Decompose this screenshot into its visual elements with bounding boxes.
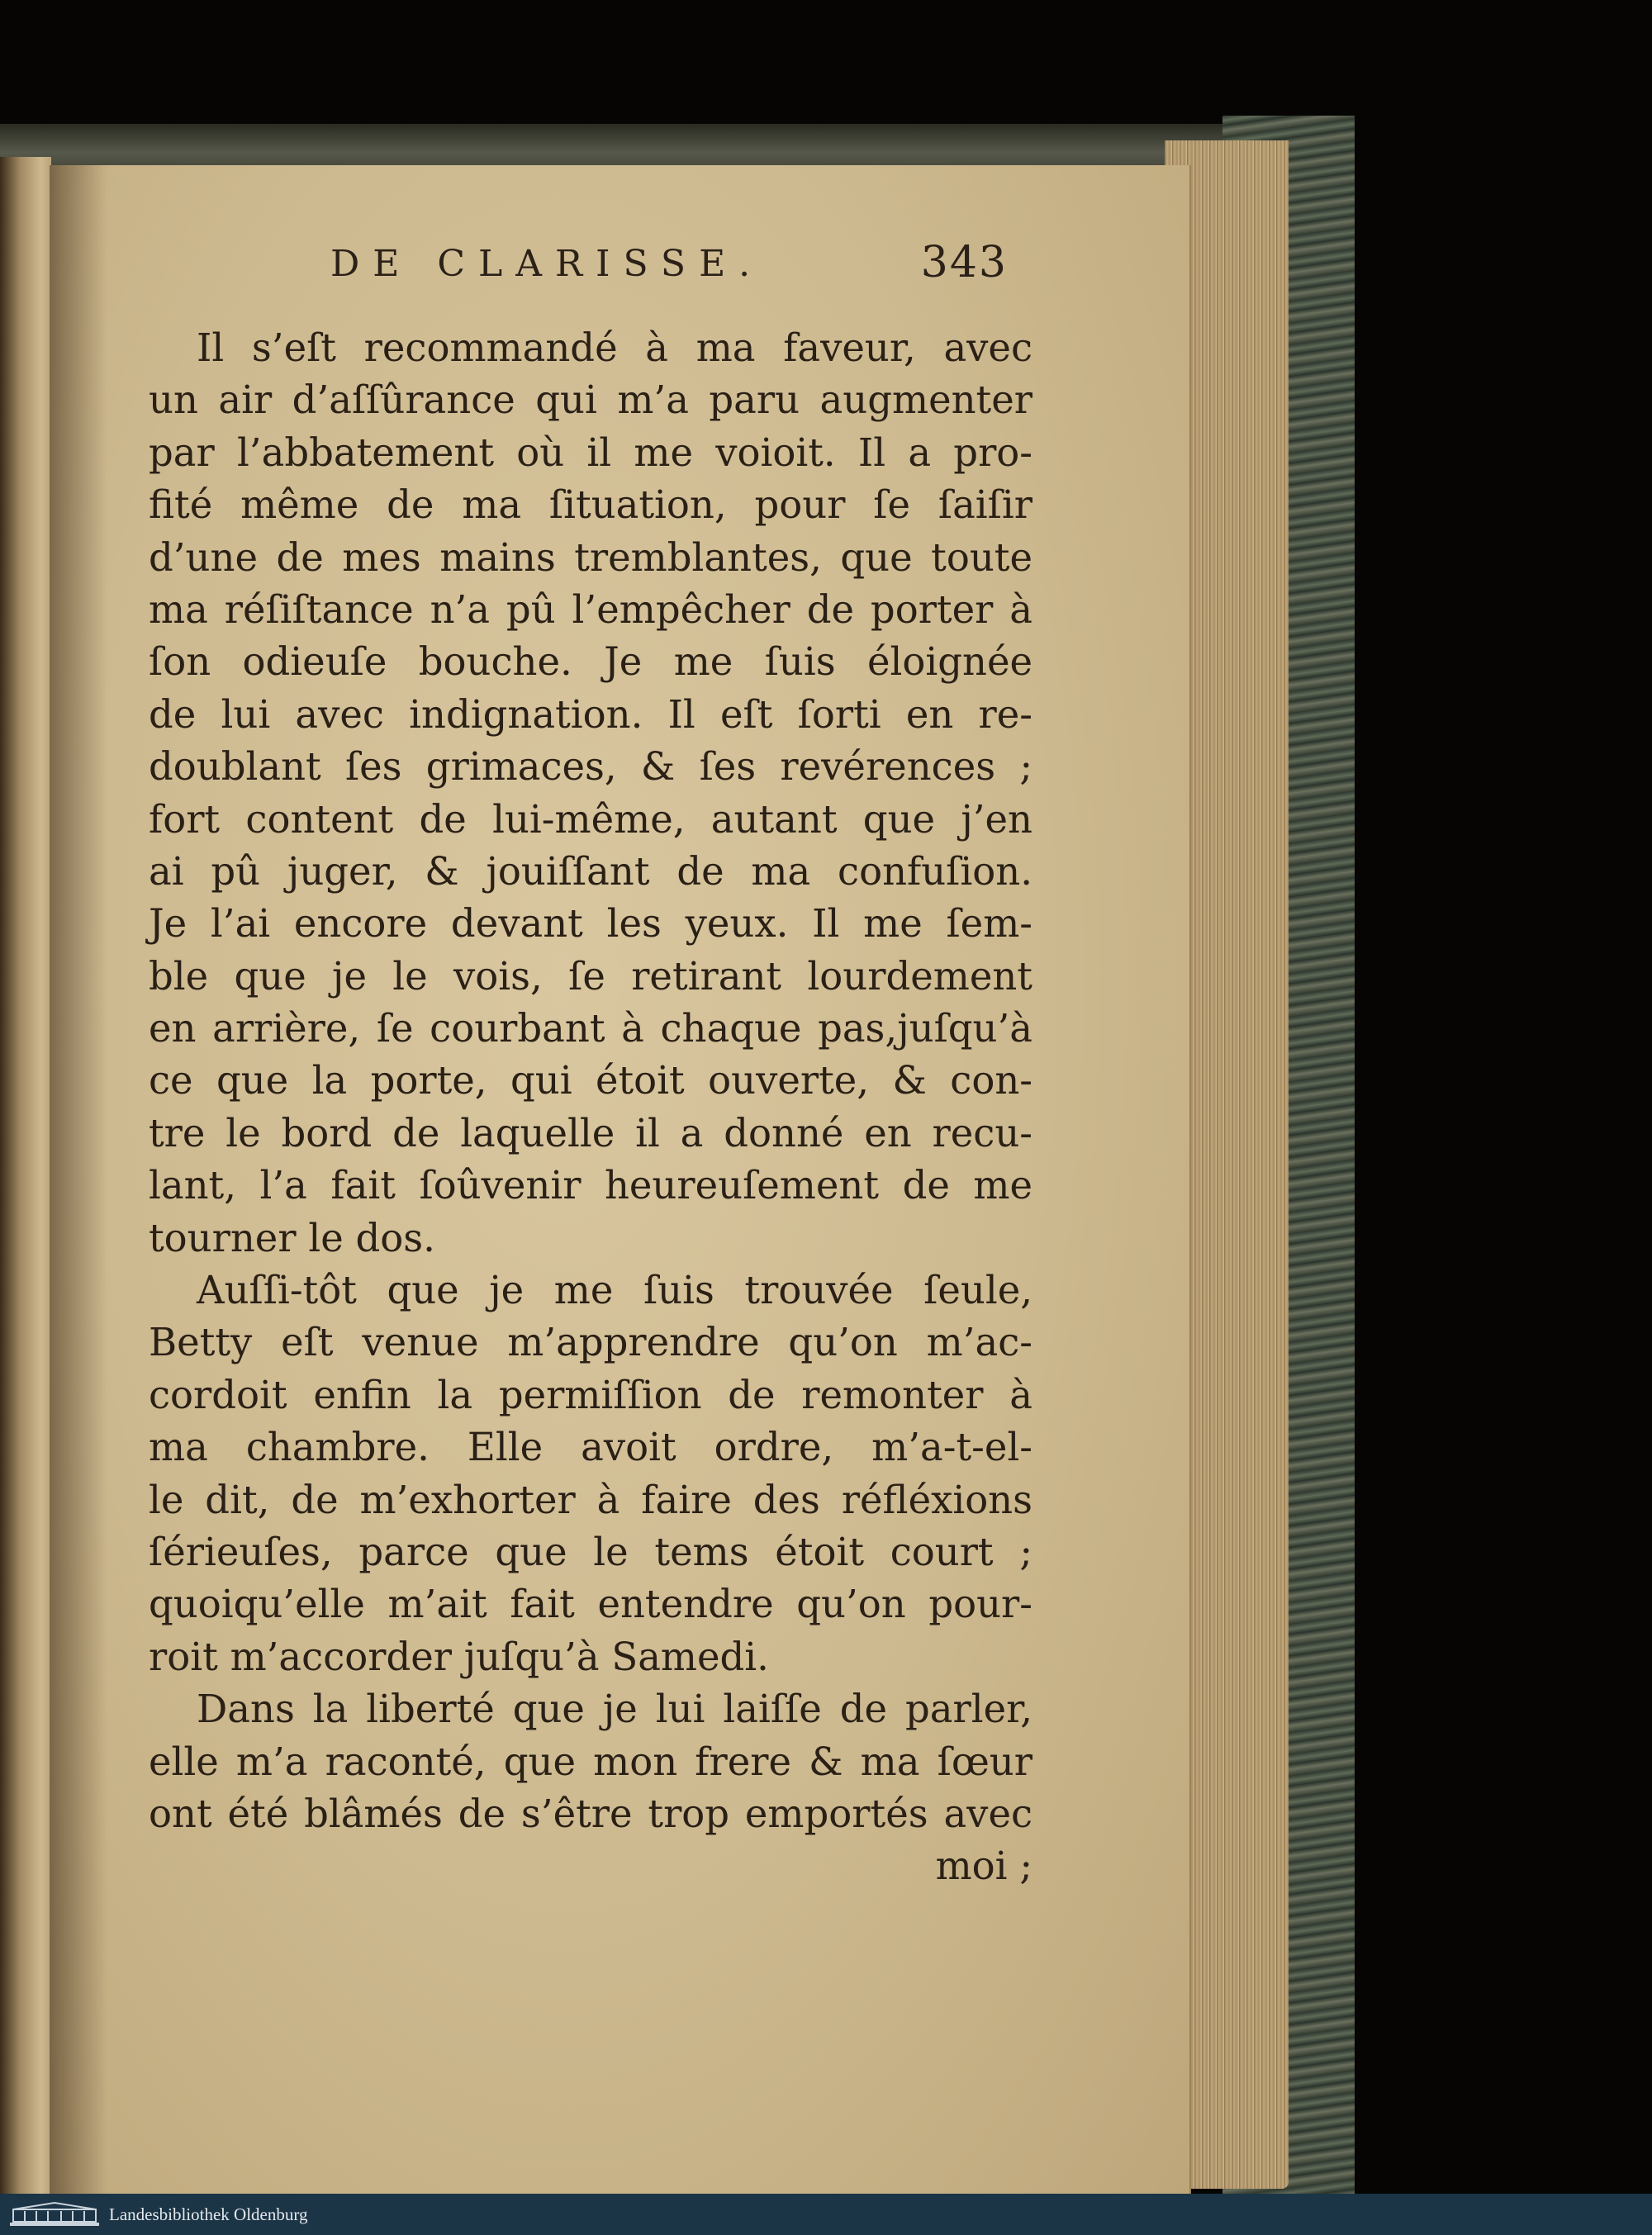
text-line: fité même de ma ſituation, pour ſe ſaiſir [149,482,1032,528]
text-line: cordoit enfin la permiſſion de remonter à [149,1372,1032,1417]
text-line: Betty eſt venue m’apprendre qu’on m’ac- [149,1320,1032,1365]
text-line: moi ; [935,1844,1032,1889]
text-line: ſon odieuſe bouche. Je me ſuis éloignée [149,639,1032,685]
text-line: ai pû juger, & jouiſſant de ma confuſion. [149,848,1032,894]
footer-bar [0,2194,1652,2235]
text-line: Auſſi-tôt que je me ſuis trouvée ſeule, [197,1268,1032,1313]
text-line: ma chambre. Elle avoit ordre, m’a-t-el- [149,1425,1032,1470]
text-line: ce que la porte, qui étoit ouverte, & con- [149,1058,1032,1103]
text-line: doublant ſes grimaces, & ſes revérences ; [149,744,1032,790]
book-page [50,165,1191,2194]
text-line: ma réſiſtance n’a pû l’empêcher de porter à [149,586,1032,632]
text-line: ble que je le vois, ſe retirant lourdement [149,953,1032,999]
text-line: d’une de mes mains tremblantes, que toute [149,534,1032,580]
text-line: quoiqu’elle m’ait fait entendre qu’on pour- [149,1582,1032,1627]
text-line: lant, l’a fait ſoûvenir heureuſement de me [149,1163,1032,1208]
library-building-logo-icon [8,2201,101,2228]
facing-page-edge [0,157,51,2194]
text-line: elle m’a raconté, que mon frere & ma ſœur [149,1739,1032,1784]
text-line: roit m’accorder juſqu’à Samedi. [149,1634,769,1679]
text-line: un air d’aſſûrance qui m’a paru augmenter [149,377,1032,423]
running-head [330,238,1008,312]
text-line: fort content de lui-même, autant que j’en [149,796,1032,842]
text-line: Il s’eſt recommandé à ma faveur, avec [197,325,1032,370]
library-name: Landesbibliothek Oldenburg [109,2204,308,2224]
text-line: par l’abbatement où il me voioit. Il a pro- [149,429,1032,475]
text-line: Dans la liberté que je lui laiſſe de parler, [197,1687,1032,1732]
page-text [149,322,1032,1893]
text-line: ſérieuſes, parce que le tems étoit court ; [149,1529,1032,1574]
page-number: 343 [920,238,1008,287]
text-line: Je l’ai encore devant les yeux. Il me ſem- [149,901,1032,947]
text-line: tre le bord de laquelle il a donné en recu- [149,1110,1032,1155]
gutter-shadow [50,165,107,2194]
text-line: ont été blâmés de s’être trop emportés avec [149,1791,1032,1836]
text-line: le dit, de m’exhorter à faire des réfléxions [149,1477,1032,1522]
text-line: tourner le dos. [149,1215,435,1260]
text-line: en arrière, ſe courbant à chaque pas,juſqu’à [149,1006,1032,1051]
text-line: de lui avec indignation. Il eſt ſorti en re- [149,691,1032,737]
running-head-title: DE CLARISSE. [330,243,764,285]
